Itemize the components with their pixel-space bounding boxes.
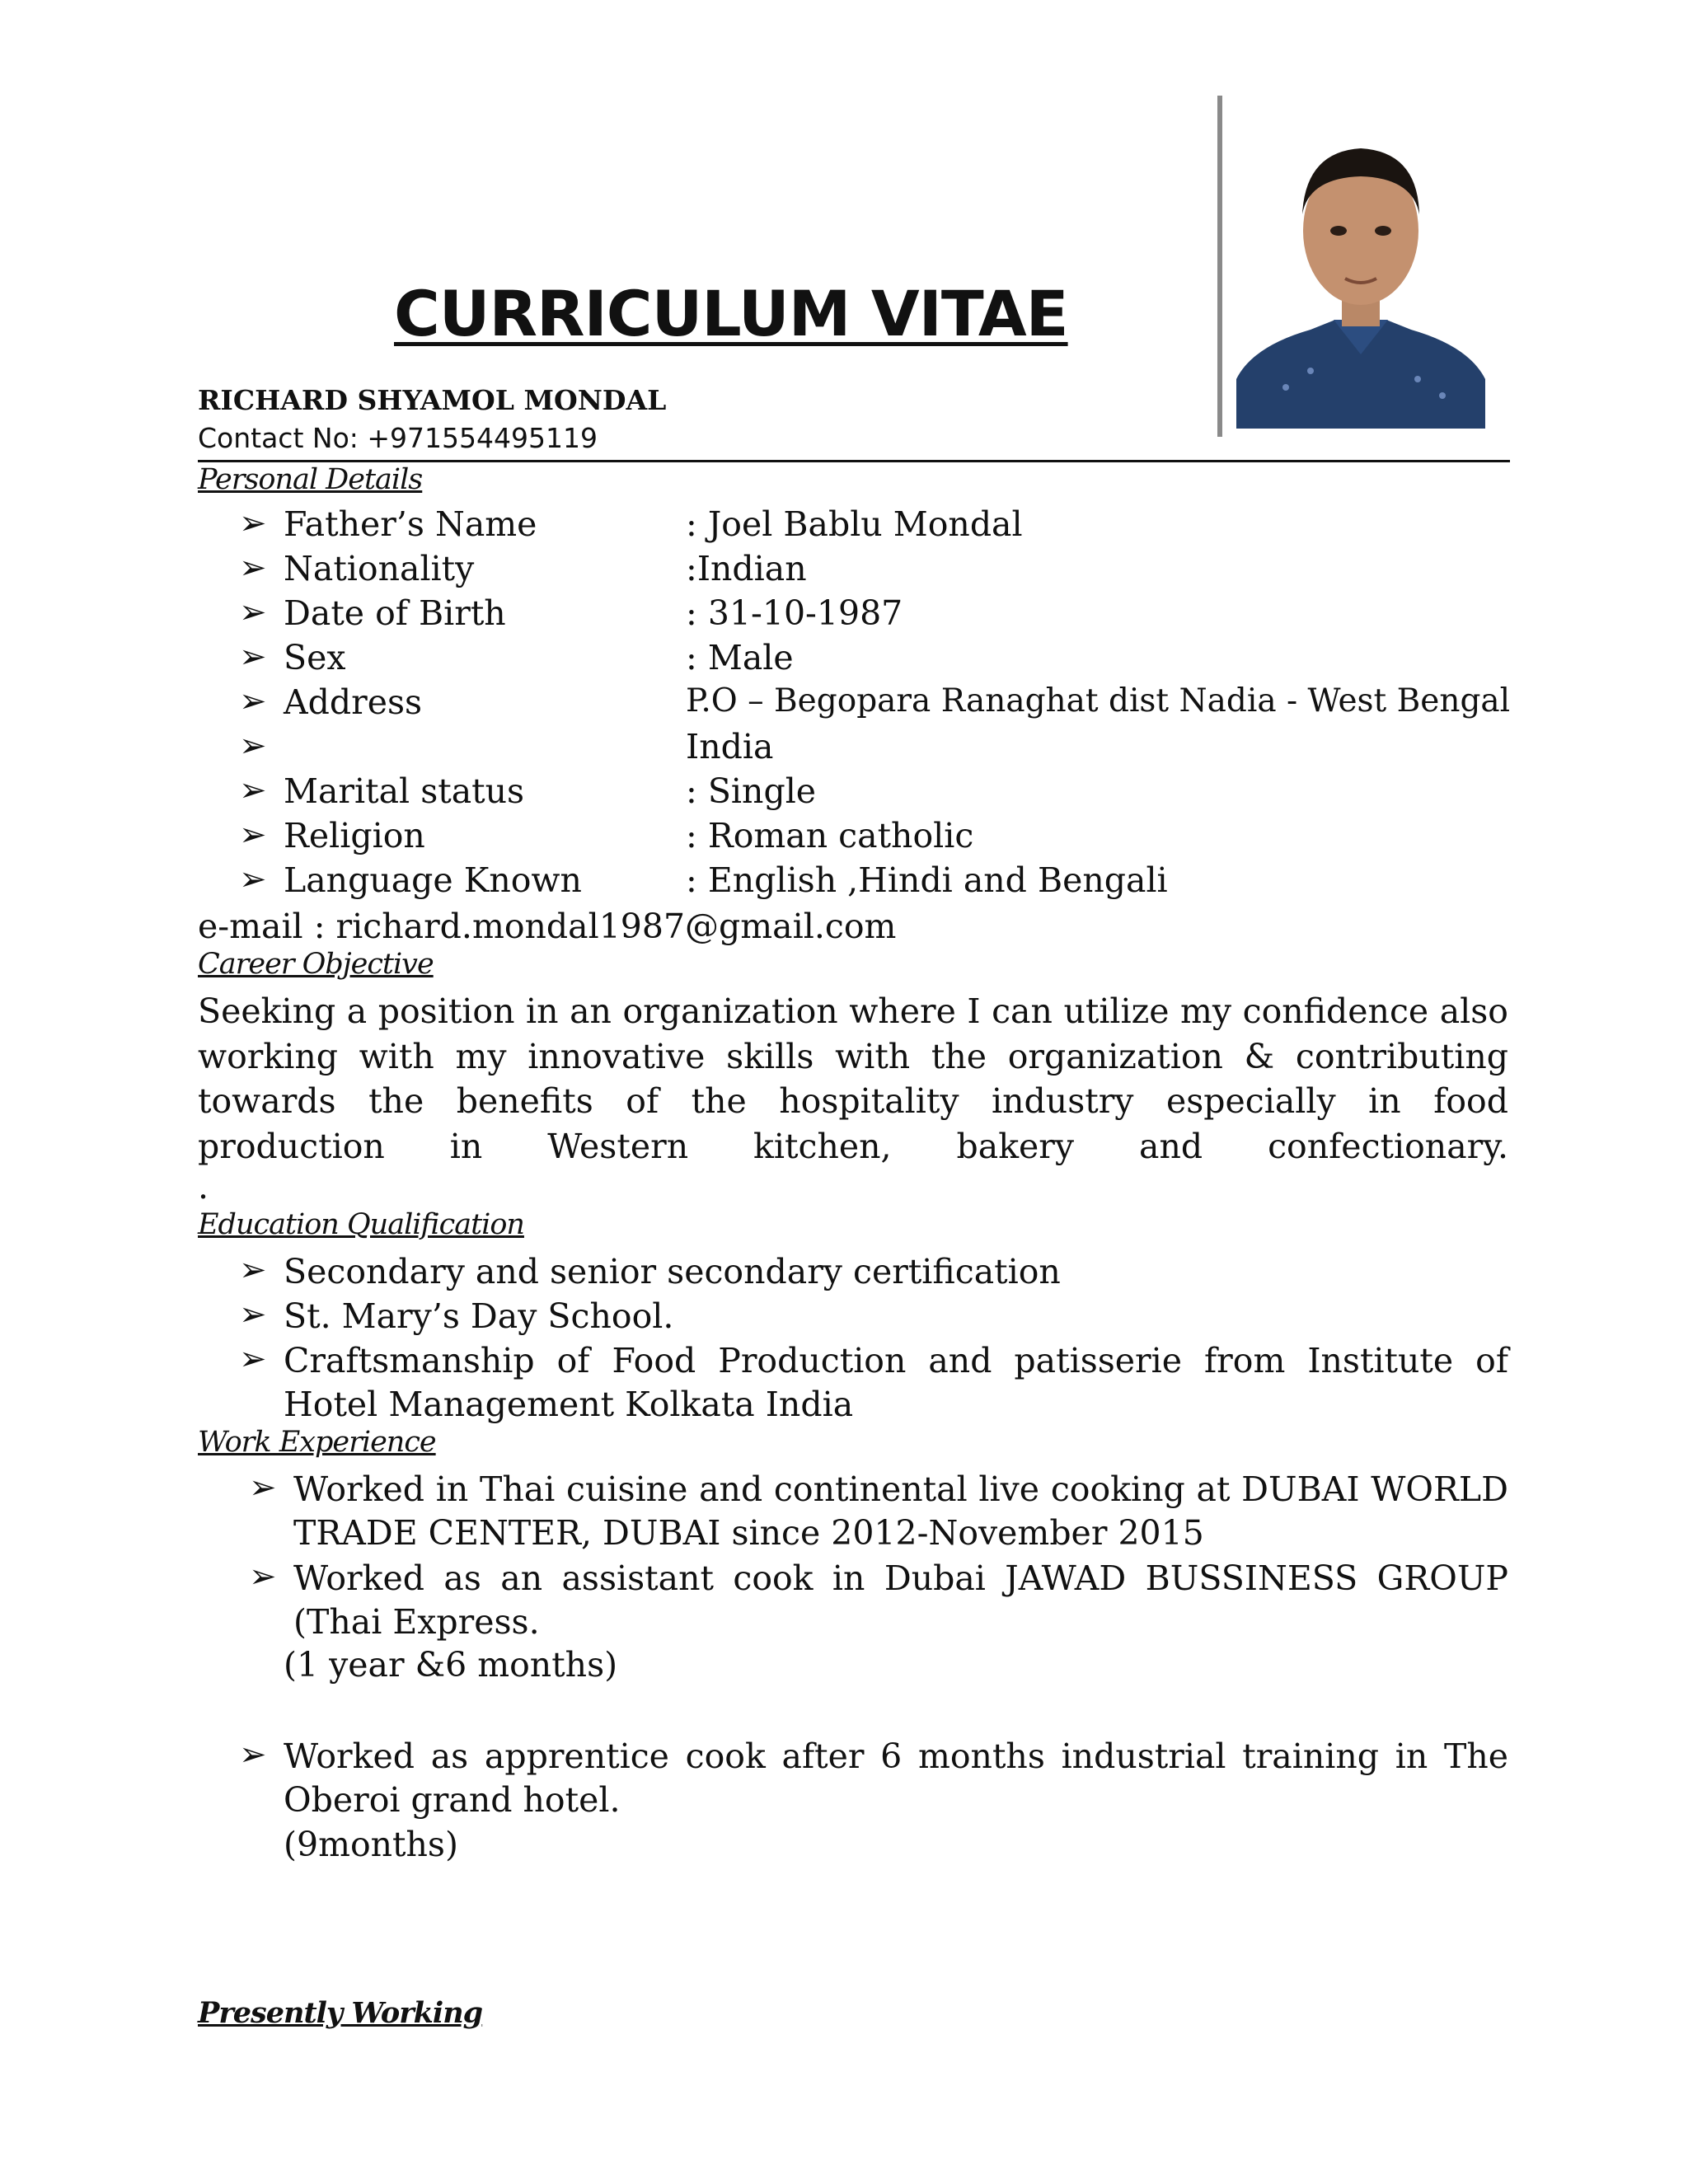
document-title: CURRICULUM VITAE	[394, 277, 1068, 350]
section-personal-details: Personal Details	[198, 463, 423, 496]
section-education: Education Qualification	[198, 1208, 524, 1241]
detail-value: : 31-10-1987	[686, 593, 903, 633]
list-item: Worked as apprentice cook after 6 months industrial training in The Oberoi grand hotel.	[284, 1736, 1508, 1820]
arrow-bullet-icon: ➢	[239, 816, 267, 854]
detail-label: Father’s Name	[284, 504, 537, 544]
detail-label: Marital status	[284, 771, 525, 811]
candidate-name: RICHARD SHYAMOL MONDAL	[198, 384, 667, 416]
arrow-bullet-icon: ➢	[239, 638, 267, 676]
detail-value: :Indian	[686, 549, 807, 588]
arrow-bullet-icon: ➢	[239, 1736, 267, 1774]
arrow-bullet-icon: ➢	[239, 593, 267, 631]
detail-label: Language Known	[284, 860, 582, 900]
detail-value: India	[686, 727, 774, 766]
arrow-bullet-icon: ➢	[239, 727, 267, 765]
section-work-experience: Work Experience	[198, 1426, 436, 1459]
detail-value: : Single	[686, 771, 817, 811]
arrow-bullet-icon: ➢	[249, 1558, 277, 1596]
section-career-objective: Career Objective	[198, 948, 434, 981]
detail-label: Address	[284, 682, 423, 722]
arrow-bullet-icon: ➢	[239, 1251, 267, 1289]
email-address: e-mail : richard.mondal1987@gmail.com	[198, 907, 897, 946]
arrow-bullet-icon: ➢	[239, 1296, 267, 1333]
list-item: Secondary and senior secondary certification	[284, 1252, 1061, 1291]
stray-period: .	[198, 1167, 209, 1207]
career-objective-text: Seeking a position in an organization where I can utilize my confidence also working with my innovative skills with the organization & contributing towards the benefits of the hospitality industry especially in food production in Western kitchen, bakery and confectionary.	[198, 991, 1508, 1166]
detail-label: Religion	[284, 816, 425, 855]
header-rule	[198, 460, 1510, 462]
list-item: Craftsmanship of Food Production and patisserie from Institute of Hotel Management Kolkata India	[284, 1341, 1508, 1424]
arrow-bullet-icon: ➢	[239, 771, 267, 809]
work-duration: (9months)	[284, 1825, 458, 1864]
arrow-bullet-icon: ➢	[239, 860, 267, 898]
detail-value: P.O – Begopara Ranaghat dist Nadia - West Bengal	[686, 682, 1511, 719]
list-item: St. Mary’s Day School.	[284, 1296, 674, 1336]
arrow-bullet-icon: ➢	[239, 1340, 267, 1378]
detail-label: Sex	[284, 638, 346, 677]
detail-value: : English ,Hindi and Bengali	[686, 860, 1168, 900]
photo-divider	[1217, 96, 1222, 437]
arrow-bullet-icon: ➢	[239, 549, 267, 587]
arrow-bullet-icon: ➢	[239, 504, 267, 542]
detail-label: Date of Birth	[284, 593, 506, 633]
detail-value: : Male	[686, 638, 794, 677]
detail-value: : Roman catholic	[686, 816, 974, 855]
list-item: Worked in Thai cuisine and continental live cooking at DUBAI WORLD TRADE CENTER, DUBAI since 2012-November 2015	[293, 1469, 1508, 1553]
detail-label: Nationality	[284, 549, 475, 588]
arrow-bullet-icon: ➢	[239, 682, 267, 720]
detail-value: : Joel Bablu Mondal	[686, 504, 1023, 544]
section-presently-working: Presently Working	[198, 1996, 483, 2030]
work-duration: (1 year &6 months)	[284, 1645, 618, 1685]
arrow-bullet-icon: ➢	[249, 1469, 277, 1507]
list-item: Worked as an assistant cook in Dubai JAWAD BUSSINESS GROUP (Thai Express.	[293, 1558, 1508, 1642]
contact-number: Contact No: +971554495119	[198, 422, 598, 454]
profile-photo	[1236, 107, 1485, 429]
